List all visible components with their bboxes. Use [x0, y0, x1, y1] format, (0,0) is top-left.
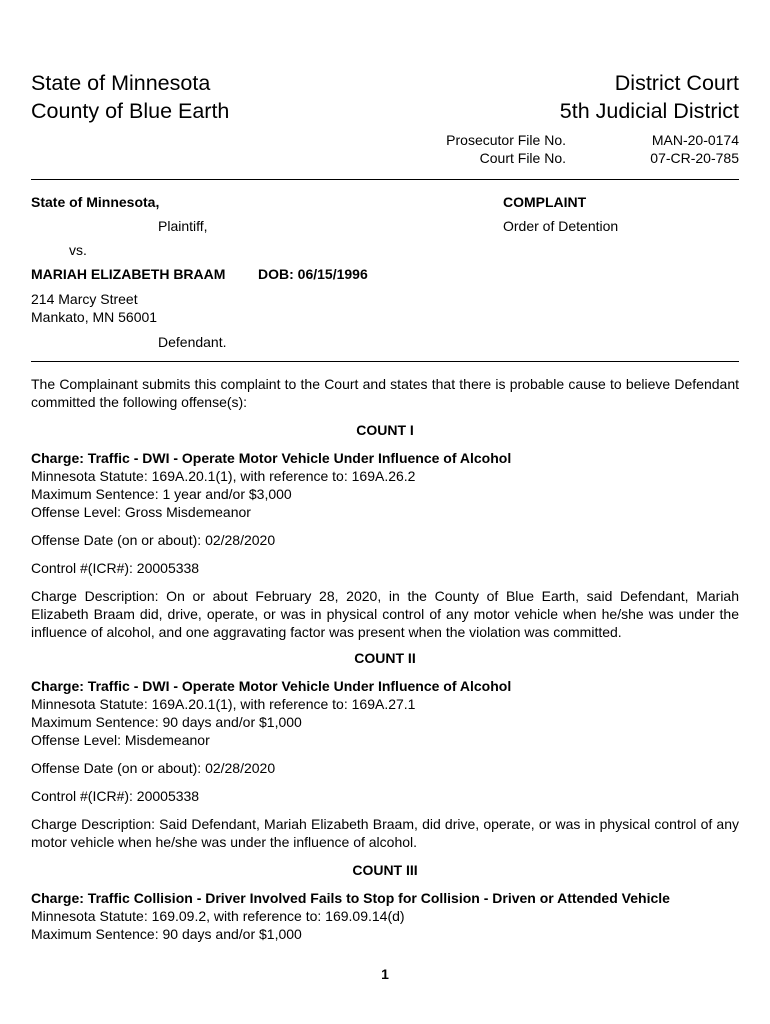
versus-label: vs. — [69, 242, 87, 258]
prosecutor-file-label: Prosecutor File No. — [446, 132, 566, 148]
defendant-dob: DOB: 06/15/1996 — [258, 266, 368, 282]
court-file-value: 07-CR-20-785 — [650, 150, 739, 166]
document-type: COMPLAINT — [503, 194, 587, 210]
divider-top — [31, 179, 739, 180]
intro-paragraph: The Complainant submits this complaint to the Court and states that there is probable cause to believe Defendant committed the following offense(s): — [31, 376, 739, 410]
court-file-label: Court File No. — [479, 150, 566, 166]
court-name: District Court — [614, 71, 739, 95]
defendant-name: MARIAH ELIZABETH BRAAM — [31, 266, 226, 282]
county-name: County of Blue Earth — [31, 99, 230, 123]
state-name: State of Minnesota — [31, 71, 211, 95]
count-max-sentence: Maximum Sentence: 1 year and/or $3,000 — [31, 486, 292, 502]
count-control-number: Control #(ICR#): 20005338 — [31, 788, 200, 804]
count-description: Charge Description: Said Defendant, Mariah Elizabeth Braam, did drive, operate, or was in physical control of any motor vehicle when he/she was under the influence of alcohol. — [31, 816, 739, 850]
count-offense-level: Offense Level: Misdemeanor — [31, 732, 210, 748]
count-statute: Minnesota Statute: 169A.20.1(1), with reference to: 169A.27.1 — [31, 696, 416, 712]
plaintiff-label: Plaintiff, — [158, 218, 208, 234]
defendant-address-line2: Mankato, MN 56001 — [31, 309, 158, 325]
count-charge: Charge: Traffic - DWI - Operate Motor Vehicle Under Influence of Alcohol — [31, 450, 512, 466]
count-title: COUNT II — [354, 650, 416, 666]
judicial-district: 5th Judicial District — [559, 99, 739, 123]
count-charge: Charge: Traffic Collision - Driver Involved Fails to Stop for Collision - Driven or Attended Vehicle — [31, 890, 670, 906]
count-offense-date: Offense Date (on or about): 02/28/2020 — [31, 532, 276, 548]
page-number: 1 — [381, 966, 389, 982]
defendant-label: Defendant. — [158, 334, 227, 350]
document-subtype: Order of Detention — [503, 218, 619, 234]
defendant-address-line1: 214 Marcy Street — [31, 291, 138, 307]
count-statute: Minnesota Statute: 169.09.2, with reference to: 169.09.14(d) — [31, 908, 405, 924]
count-charge: Charge: Traffic - DWI - Operate Motor Vehicle Under Influence of Alcohol — [31, 678, 512, 694]
divider-bottom — [31, 361, 739, 362]
count-offense-level: Offense Level: Gross Misdemeanor — [31, 504, 251, 520]
complaint-body — [31, 375, 739, 943]
prosecutor-file-value: MAN-20-0174 — [651, 132, 739, 148]
count-title: COUNT I — [356, 422, 414, 438]
count-offense-date: Offense Date (on or about): 02/28/2020 — [31, 760, 276, 776]
count-max-sentence: Maximum Sentence: 90 days and/or $1,000 — [31, 714, 302, 730]
count-title: COUNT III — [352, 862, 418, 878]
count-description: Charge Description: On or about February 28, 2020, in the County of Blue Earth, said Defendant, Mariah Elizabeth Braam did, drive, operate, or was in physical control of any motor vehicle when he/she was under the influence of alcohol, and one aggravating factor was present when the violation was committed. — [31, 588, 739, 640]
count-control-number: Control #(ICR#): 20005338 — [31, 560, 200, 576]
count-statute: Minnesota Statute: 169A.20.1(1), with reference to: 169A.26.2 — [31, 468, 416, 484]
plaintiff-name: State of Minnesota, — [31, 194, 160, 210]
count-max-sentence: Maximum Sentence: 90 days and/or $1,000 — [31, 926, 302, 942]
